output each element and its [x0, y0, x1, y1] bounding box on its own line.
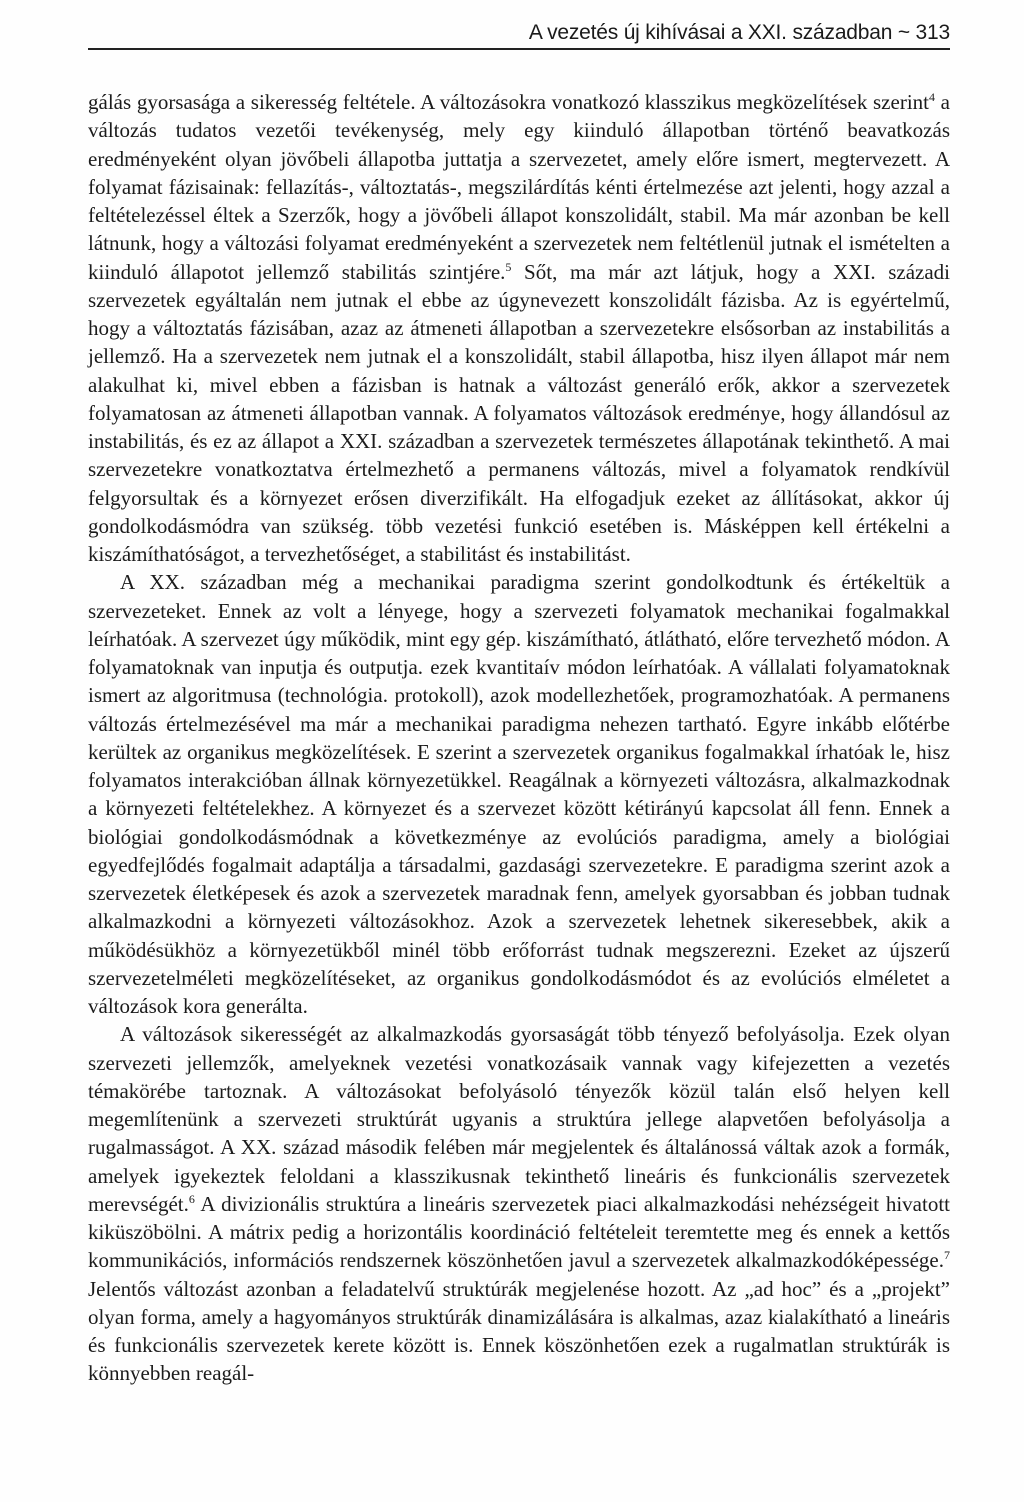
paragraph-2 [88, 568, 950, 1020]
footnote-ref-7: 7 [944, 1248, 950, 1263]
footnote-ref-4: 4 [929, 90, 935, 104]
text-run: A változások sikerességét az alkalmazkodás gyorsaságát több tényező befolyásolja. Ezek olyan szervezeti jellemzők, amelyeknek vezetési vonatkozásaik vannak vagy kifejezetten a vezetés témakörébe tartoznak. A változásokat befolyásoló tényezők közül talán első helyen kell megemlítenünk a szervezeti struktúrát ugyanis a struktúra jellege alapvetően befolyásolja a rugalmasságot. A XX. század második felében már megjelentek és általánossá váltak azok a formák, amelyek igyekeztek feloldani a klasszikusnak tekinthető lineáris és funkcionális szervezetek merevségét. [88, 1022, 950, 1216]
footnote-ref-6: 6 [188, 1191, 195, 1206]
text-run: A divizionális struktúra a lineáris szervezetek piaci alkalmazkodási nehézségeit hivatott kiküszöbölni. A mátrix pedig a horizontális koordináció feltételeit teremtette meg és ennek a kettős kommunikációs, információs rendszernek köszönhetően javul a szervezetek alkalmazkodóképessége. [88, 1191, 950, 1273]
paragraph-1 [88, 88, 950, 568]
text-run: A XX. században még a mechanikai paradigma szerint gondolkodtunk és értékeltük a szervezeteket. Ennek az volt a lényege, hogy a szervezeti folyamatok mechanikai fogalmakkal leírhatóak. A szervezet úgy működik, mint egy gép. kiszámítható, átlátható, előre tervezhető módon. A folyamatoknak van inputja és outputja. ezek kvantitaív módon leírhatóak. A vállalati folyamatoknak ismert az algoritmusa (technológia. protokoll), azok modellezhetőek, programozhatóak. A permanens változás értelmezésével ma már a mechanikai paradigma nehezen tartható. Egyre inkább előtérbe kerültek az organikus megközelítések. E szerint a szervezetek organikus fogalmakkal írhatóak le, hisz folyamatos interakcióban állnak környezetükkel. Reagálnak a környezeti változásra, alkalmazkodnak a környezeti feltételekhez. A környezet és a szervezet között kétirányú kapcsolat áll fenn. Ennek a biológiai gondolkodásmódnak a következménye az evolúciós paradigma, amely a biológiai egyedfejlődés fogalmait adaptálja a társadalmi, gazdasági szervezetekre. E paradigma szerint azok a szervezetek életképesek és azok a szervezetek maradnak fenn, amelyek gyorsabban és jobban tudnak alkalmazkodni a környezeti változásokhoz. Azok a szervezetek lehetnek sikeresebbek, akik a működésükhöz a környezetükből minél több erőforrást tudnak megszerezni. Ezeket az újszerű szervezetelméleti megközelítéseket, az organikus gondolkodásmódot és az evolúciós elméletet a változások kora generálta. [88, 570, 950, 1018]
text-run: a változás tudatos vezetői tevékenység, mely egy kiinduló állapotban történő beavatkozás eredményeként olyan jövőbeli állapotba juttatja a szervezetet, amely előre ismert, megtervezett. A folyamat fázisainak: fellazítás-, változtatás-, megszilárdítás kénti értelmezése azt jelenti, hogy azzal a feltételezéssel éltek a Szerzők, hogy a jövőbeli állapot konszolidált, stabil. Ma már azonban be kell látnunk, hogy a változási folyamat eredményeként a szervezetek nem feltétlenül jutnak el ismételten a kiinduló állapotot jellemző stabilitás szintjére. [88, 90, 950, 284]
body-text [88, 88, 950, 1388]
running-header [88, 12, 950, 50]
text-run: Jelentős változást azonban a feladatelvű struktúrák megjelenése hozott. Az „ad hoc” és a „projekt” olyan forma, amely a hagyományos struktúrák dinamizálására is alkalmas, azaz kialakítható a lineáris és funkcionális szervezetek kerete között is. Ennek köszönhetően ezek a rugalmatlan struktúrák is könnyebben reagál- [88, 1276, 950, 1386]
text-run: gálás gyorsasága a sikeresség feltétele. A változásokra vonatkozó klasszikus megközelítések szerint [88, 90, 929, 114]
paragraph-3 [88, 1020, 950, 1387]
running-title: A vezetés új kihívásai a XXI. században ~ 313 [528, 21, 950, 44]
footnote-ref-5: 5 [505, 259, 512, 274]
text-run: Sőt, ma már azt látjuk, hogy a XXI. századi szervezetek egyáltalán nem jutnak el ebbe az úgynevezett konszolidált fázisba. Az is egyértelmű, hogy a változtatás fázisában, azaz az átmeneti állapotban a szervezetekre elsősorban az instabilitás a jellemző. Ha a szervezetek nem jutnak el a konszolidált, stabil állapotba, hisz ilyen állapot már nem alakulhat ki, mivel ebben a fázisban is hatnak a változást generáló erők, akkor a szervezetek folyamatosan az átmeneti állapotban vannak. A folyamatos változások eredménye, hogy állandósul az instabilitás, és ez az állapot a XXI. században a szervezetek természetes állapotának tekinthető. A mai szervezetekre vonatkoztatva értelmezhető a permanens változás, mivel a folyamatok rendkívül felgyorsultak és a környezet erősen diverzifikált. Ha elfogadjuk ezeket az állításokat, akkor új gondolkodásmódra van szükség. több vezetési funkció esetében is. Másképpen kell értékelni a kiszámíthatóságot, a tervezhetőséget, a stabilitást és instabilitást. [88, 259, 950, 566]
